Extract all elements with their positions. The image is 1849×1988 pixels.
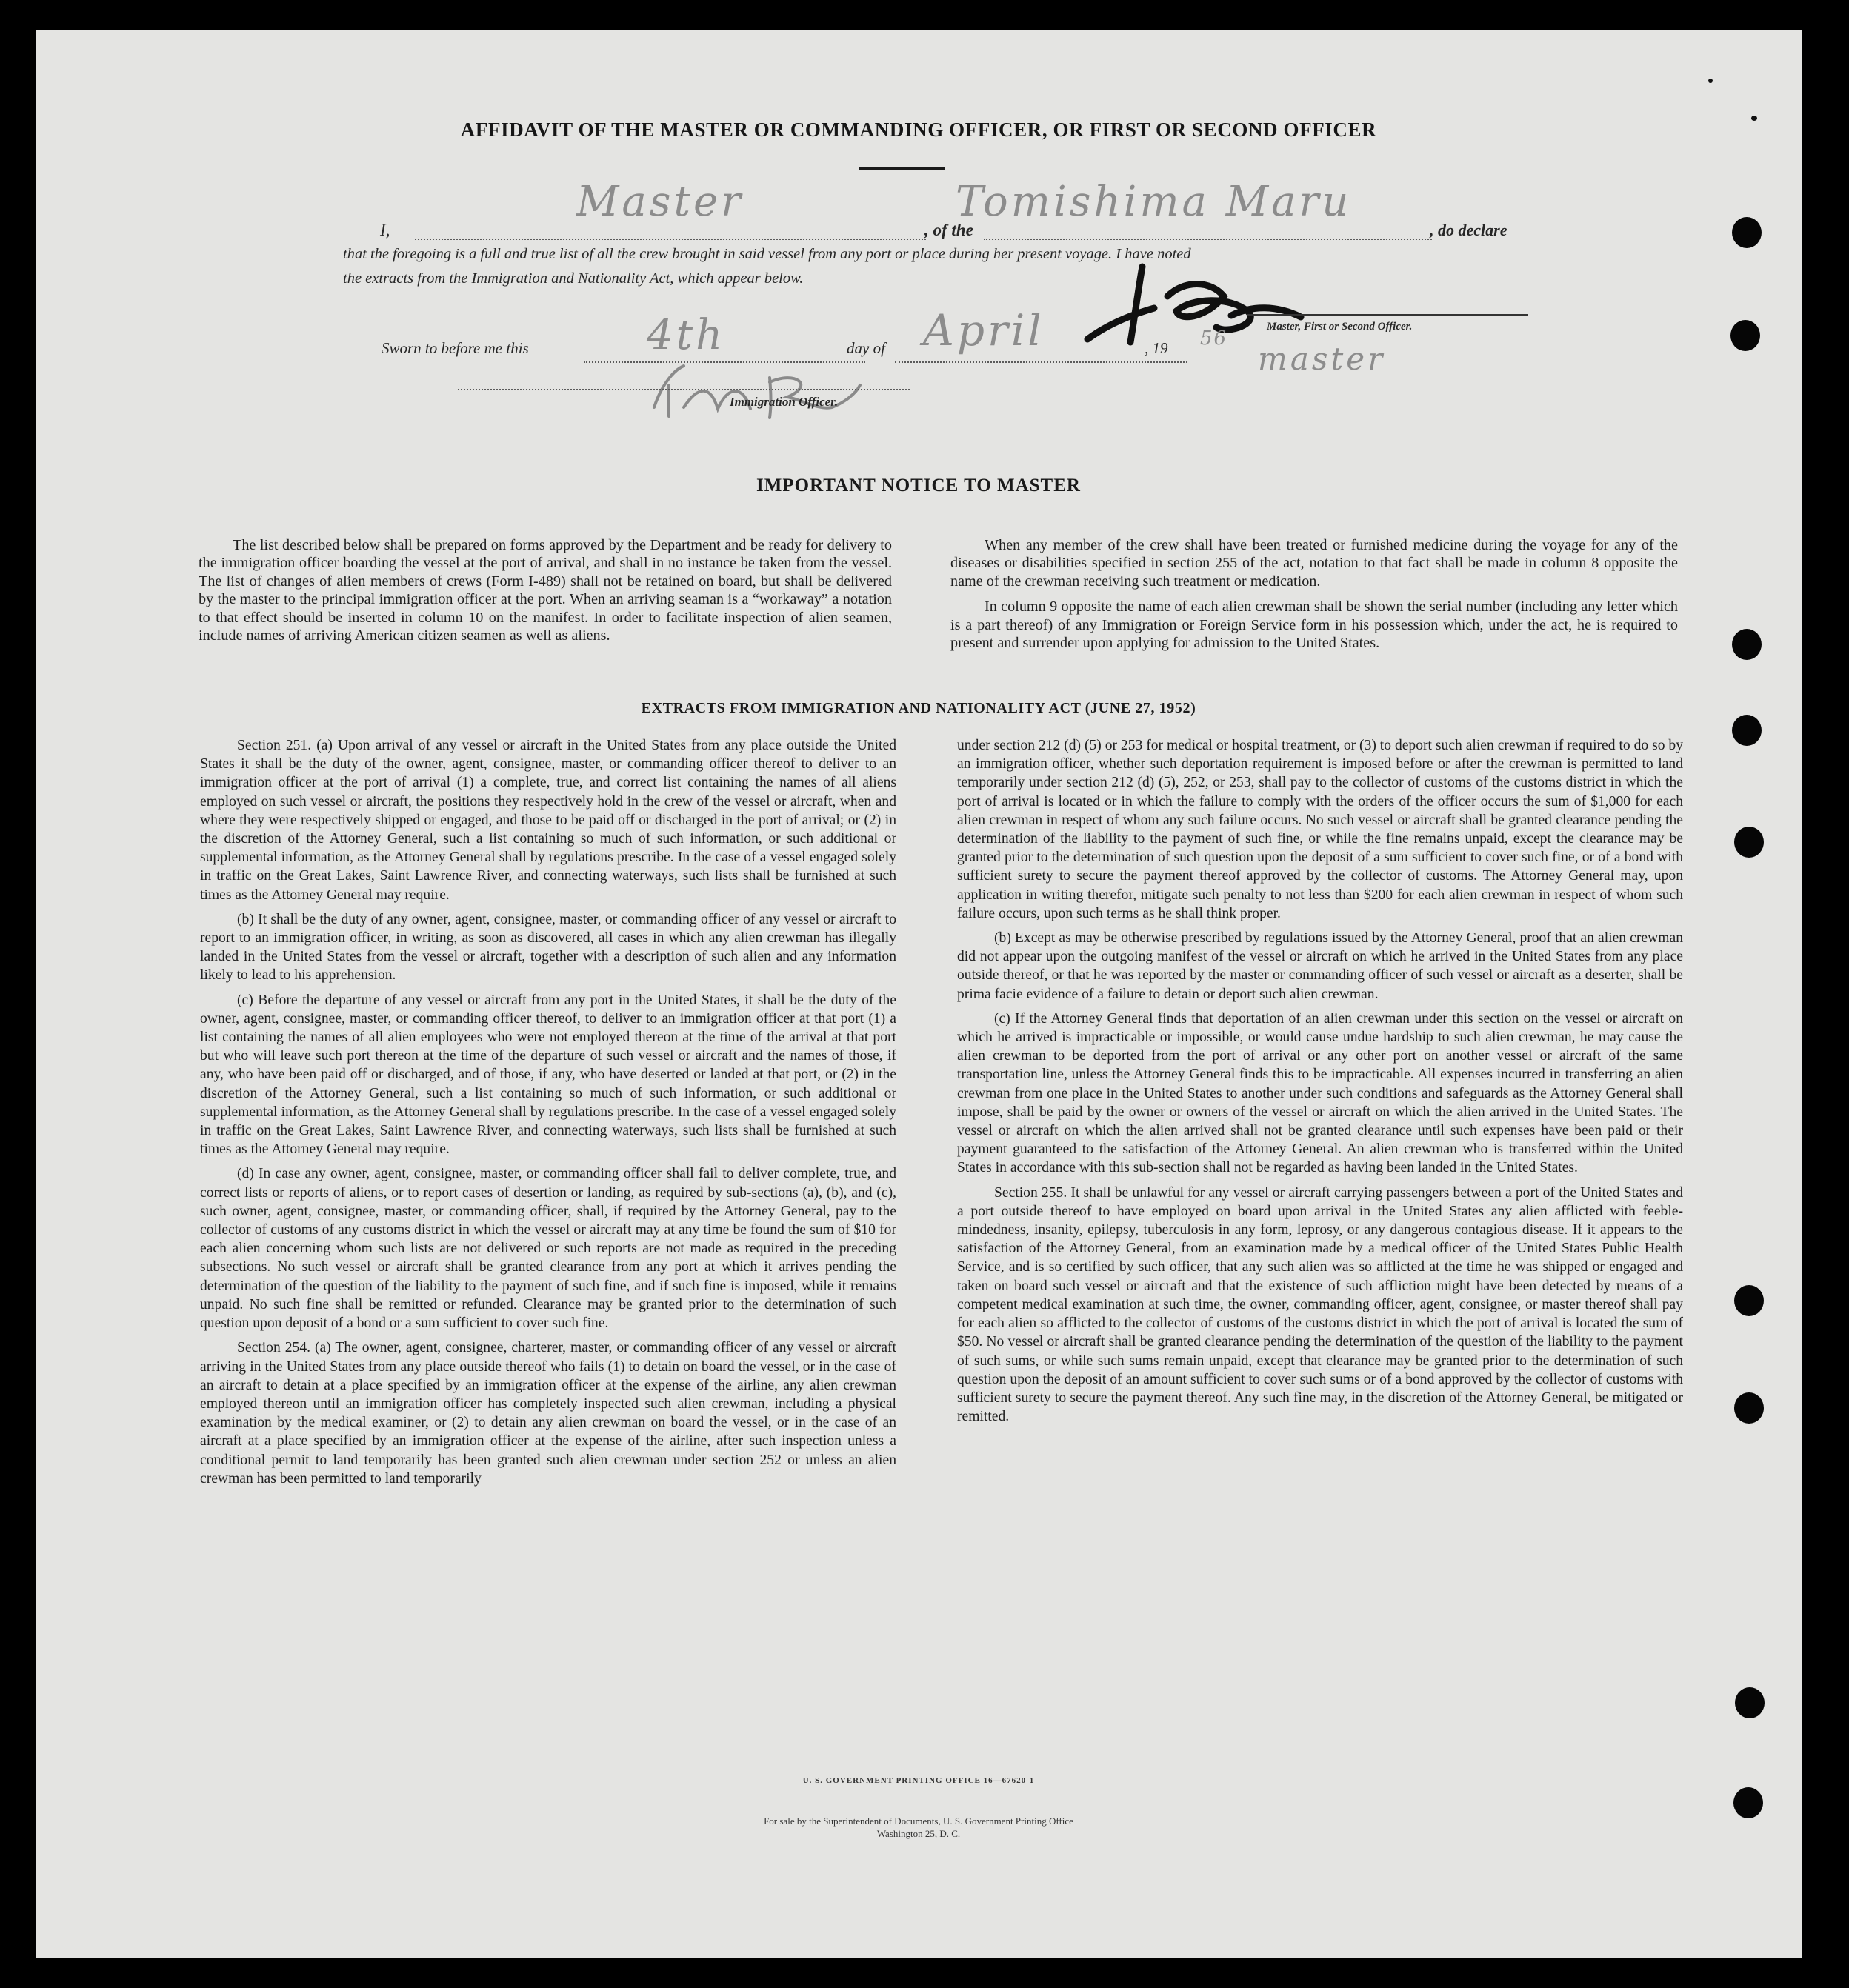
master-signature [1065,252,1317,348]
gpo-imprint: U. S. GOVERNMENT PRINTING OFFICE 16—67620-1 [802,1776,1035,1785]
declaration-line-3: the extracts from the Immigration and Nationality Act, which appear below. [343,270,804,287]
punch-hole [1732,629,1762,660]
day-of-label: day of [847,339,885,357]
punch-hole [1734,1392,1764,1424]
sworn-label: Sworn to before me this [382,339,529,357]
notice-right-column [950,536,1678,659]
year-handwritten: 56 [1200,327,1228,350]
punch-hole [1732,217,1762,248]
punch-hole [1733,1787,1763,1818]
notice-right-paragraph-1: When any member of the crew shall have been treated or furnished medicine during the voyage for any of the diseases or disabilities specified in section 255 of the act, notation to that fact shall be made in column 8 opposite the name of the crewman receiving such treatment or medication. [950,537,1678,590]
vessel-name-handwritten: Tomishima Maru [956,178,1352,226]
punch-hole [1734,1285,1764,1316]
sworn-month-handwritten: April [923,305,1045,356]
footer-line-1: For sale by the Superintendent of Documents, U. S. Government Printing Office [764,1815,1073,1827]
declaration-line-2: that the foregoing is a full and true list of all the crew brought in said vessel from any port or place during her present voyage. I have noted [343,246,1191,262]
section-254-a-cont: under section 212 (d) (5) or 253 for medical or hospital treatment, or (3) to deport such alien crewman if required to do so by an immigration officer, whether such deportation requirement is imposed before or after the crewman is permitted to land temporarily under section 212 (d) (5), 252, or 253, shall pay to the collector of customs of the customs district in which the port of arrival is located or in which the failure to comply with the orders of the officer occurs the sum of $1,000 for each alien crewman in respect of whom any such failure occurs. No such vessel or aircraft shall be granted clearance pending the determination of the liability to the payment of such fine, or while the fine remains unpaid, except the clearance may be granted prior to the determination of such question upon the deposit of a sum sufficient to cover such fine, or of a bond with sufficient surety to secure the payment thereof approved by the collector of customs. The Attorney General may, upon application in writing therefor, mitigate such penalty to not less than $200 for each alien crewman in respect of whom such failure occurs, upon such terms as he shall think proper. [957,738,1683,921]
scan-speck [1751,116,1757,121]
form-page [36,30,1802,1958]
extracts-right-column [957,736,1683,1432]
notice-left-paragraph: The list described below shall be prepared on forms approved by the Department and be ready for delivery to the immigration officer boarding the vessel at the port of arrival, and shall in no instance be taken from the vessel. The list of changes of alien members of crews (Form I-489) shall not be retained on board, but shall be delivered by the master to the principal immigration officer at the port. When an arriving seaman is a “workaway” a notation to that effect should be inserted in column 10 on the manifest. In order to facilitate inspection of alien seamen, include names of arriving American citizen seamen as well as aliens. [199,537,892,644]
section-255: Section 255. It shall be unlawful for any vessel or aircraft carrying passengers between a port of the United States and a port outside thereof to have employed on board upon arrival in the United States any alien afflicted with feeble-mindedness, insanity, epilepsy, tuberculosis in any form, leprosy, or any dangerous contagious disease. If it appears to the satisfaction of the Attorney General, from an examination made by a medical officer of the United States Public Health Service, and is so certified by such officer, that any such alien was so afflicted at the time he was shipped or engaged and taken on board such vessel or aircraft and that the existence of such affliction might have been detected by means of a competent medical examination at such time, the owner, commanding officer, agent, consignee, or master thereof shall pay for each alien so afflicted to the collector of customs of the customs district in which the port of arrival is located the sum of $50. No vessel or aircraft shall be granted clearance pending the determination of the question of the liability to the payment of such sums, or while such sums remain unpaid, except that clearance may be granted prior to the determination of such question upon the deposit of an amount sufficient to cover such sums or of a bond approved by the collector of customs with sufficient surety to secure the payment thereof. Any such fine may, in the discretion of the Attorney General, be mitigated or remitted. [957,1184,1683,1425]
notice-left-column [199,536,892,652]
punch-hole [1730,320,1760,351]
section-254-a: Section 254. (a) The owner, agent, consignee, charterer, master, or commanding officer of any vessel or aircraft arriving in the United States from any place outside thereof who fails (1) to detain on board the vessel, or in the case of an aircraft to detain at a place specified by an immigration officer at the expense of the airline, any alien crewman employed thereon until an immigration officer has completely inspected such alien crewman, including a physical examination by the medical examiner, or (2) to detain any alien crewman on board the vessel, or in the case of an aircraft at a place specified by an immigration officer at the expense of the airline, after such inspection unless a conditional permit to land temporarily has been granted such alien crewman under section 252 or unless an alien crewman has been permitted to land temporarily [200,1340,896,1487]
section-251-c: (c) Before the departure of any vessel or aircraft from any port in the United States, it shall be the duty of the owner, agent, consignee, master, or commanding officer thereof, to deliver to an immigration officer at that port (1) a list containing the names of all alien employees who were not employed thereon at the time of the arrival at that port but who will leave such port thereon at the time of the departure of such vessel or aircraft and the names of those, if any, who have been paid off or discharged, and of those, if any, who have deserted or landed at that port, or (2) in the discretion of the Attorney General, such a list containing so much of such information, or such additional or supplemental information, as the Attorney General shall by regulations prescribe. In the case of a vessel engaged solely in traffic on the Great Lakes, Saint Lawrence River, and connecting waterways, such lists shall be furnished at such times as the Attorney General may require. [200,992,896,1158]
footer-line-2: Washington 25, D. C. [876,1828,961,1839]
punch-hole [1732,715,1762,746]
immigration-officer-line [458,389,910,390]
declarant-prefix: I, [380,221,390,239]
section-251-b: (b) It shall be the duty of any owner, agent, consignee, master, or commanding officer of any vessel or aircraft to report to an immigration officer, in writing, as soon as discovered, all cases in which any alien crewman has illegally landed in the United States from the vessel or aircraft, together with a description of such alien and any information likely to lead to his apprehension. [200,911,896,984]
extracts-title: EXTRACTS FROM IMMIGRATION AND NATIONALITY ACT (JUNE 27, 1952) [641,700,1196,716]
year-prefix: , 19 [1145,339,1168,357]
of-the-label: , of the [924,221,973,239]
notice-right-paragraph-2: In column 9 opposite the name of each alien crewman shall be shown the serial number (including any letter which is a part thereof) of any Immigration or Foreign Service form in his possession which, under the act, he is required to present and surrender upon applying for admission to the United States. [950,598,1678,652]
officer-caption: Master, First or Second Officer. [1267,321,1413,333]
punch-hole [1735,1687,1765,1718]
sworn-day-handwritten: 4th [647,311,726,359]
master-signature-line [1247,314,1528,316]
officer-title-handwritten: master [1258,341,1386,377]
punch-hole [1734,827,1764,858]
declare-label: , do declare [1430,221,1507,239]
extracts-left-column [200,736,896,1494]
section-254-b: (b) Except as may be otherwise prescribed by regulations issued by the Attorney General, proof that an alien crewman did not appear upon the outgoing manifest of the vessel or aircraft on which he arrived in the United States from any place outside thereof, or that he was reported by the master or commanding officer of such vessel or aircraft as a deserter, shall be prima facie evidence of a failure to detain or deport such alien crewman. [957,930,1683,1002]
section-254-c: (c) If the Attorney General finds that deportation of an alien crewman under this section on the vessel or aircraft on which he arrived is impracticable or impossible, or would cause undue hardship to such alien crewman, he may cause the alien crewman to be deported from the port of arrival or any other port on another vessel or aircraft of the same transportation line, unless the Attorney General finds this to be impracticable. All expenses incurred in transferring an alien crewman from one place in the United States to another under such conditions and safeguards as the Attorney General shall impose, shall be paid by the owner or owners of the vessel or aircraft on which the alien arrived in the United States. The vessel or aircraft on which the alien arrived shall not be granted clearance until such expenses have been paid or their payment guaranteed to the satisfaction of the Attorney General. An alien crewman who is transferred within the United States in accordance with this sub-section shall not be regarded as having been landed in the United States. [957,1010,1683,1176]
title-rule [859,167,945,170]
scan-speck [1708,79,1713,83]
section-251-d: (d) In case any owner, agent, consignee, master, or commanding officer shall fail to deliver complete, true, and correct lists or reports of aliens, or to report cases of desertion or landing, as required by sub-sections (a), (b), and (c), such owner, agent, consignee, master, or commanding officer, shall, if required by the Attorney General, pay to the collector of customs of any customs district in which the vessel or aircraft may at any time be found the sum of $10 for each alien concerning whom such lists are not delivered or such reports are not made as required in the preceding subsections. No such vessel or aircraft shall be granted clearance from any port at which it arrives pending the determination of the question of the liability to the payment of such fine, and if such fine is imposed, while it remains unpaid. No such fine shall be remitted or refunded. Clearance may be granted prior to the determination of such question upon deposit of a bond or a sum sufficient to cover such fine. [200,1166,896,1332]
affidavit-title: AFFIDAVIT OF THE MASTER OR COMMANDING OFFICER, OR FIRST OR SECOND OFFICER [460,119,1377,141]
sale-footer [36,1815,1802,1840]
immigration-officer-label: Immigration Officer. [730,395,839,409]
declarant-name-handwritten: Master [576,178,744,226]
section-251-a: Section 251. (a) Upon arrival of any vessel or aircraft in the United States from any place outside the United States it shall be the duty of the owner, agent, consignee, master, or commanding officer thereof to deliver to an immigration officer at the port of arrival (1) a complete, true, and correct list containing the names of all aliens employed on such vessel or aircraft, the positions they respectively hold in the crew of the vessel or aircraft, when and where they were respectively shipped or engaged, and those to be paid off or discharged in the port of arrival; or (2) in the discretion of the Attorney General, such a list containing so much of such information, or such additional or supplemental information, as the Attorney General shall by regulations prescribe. In the case of a vessel engaged solely in traffic on the Great Lakes, Saint Lawrence River, and connecting waterways, such lists shall be furnished at such times as the Attorney General may require. [200,738,896,903]
notice-title: IMPORTANT NOTICE TO MASTER [756,476,1081,496]
